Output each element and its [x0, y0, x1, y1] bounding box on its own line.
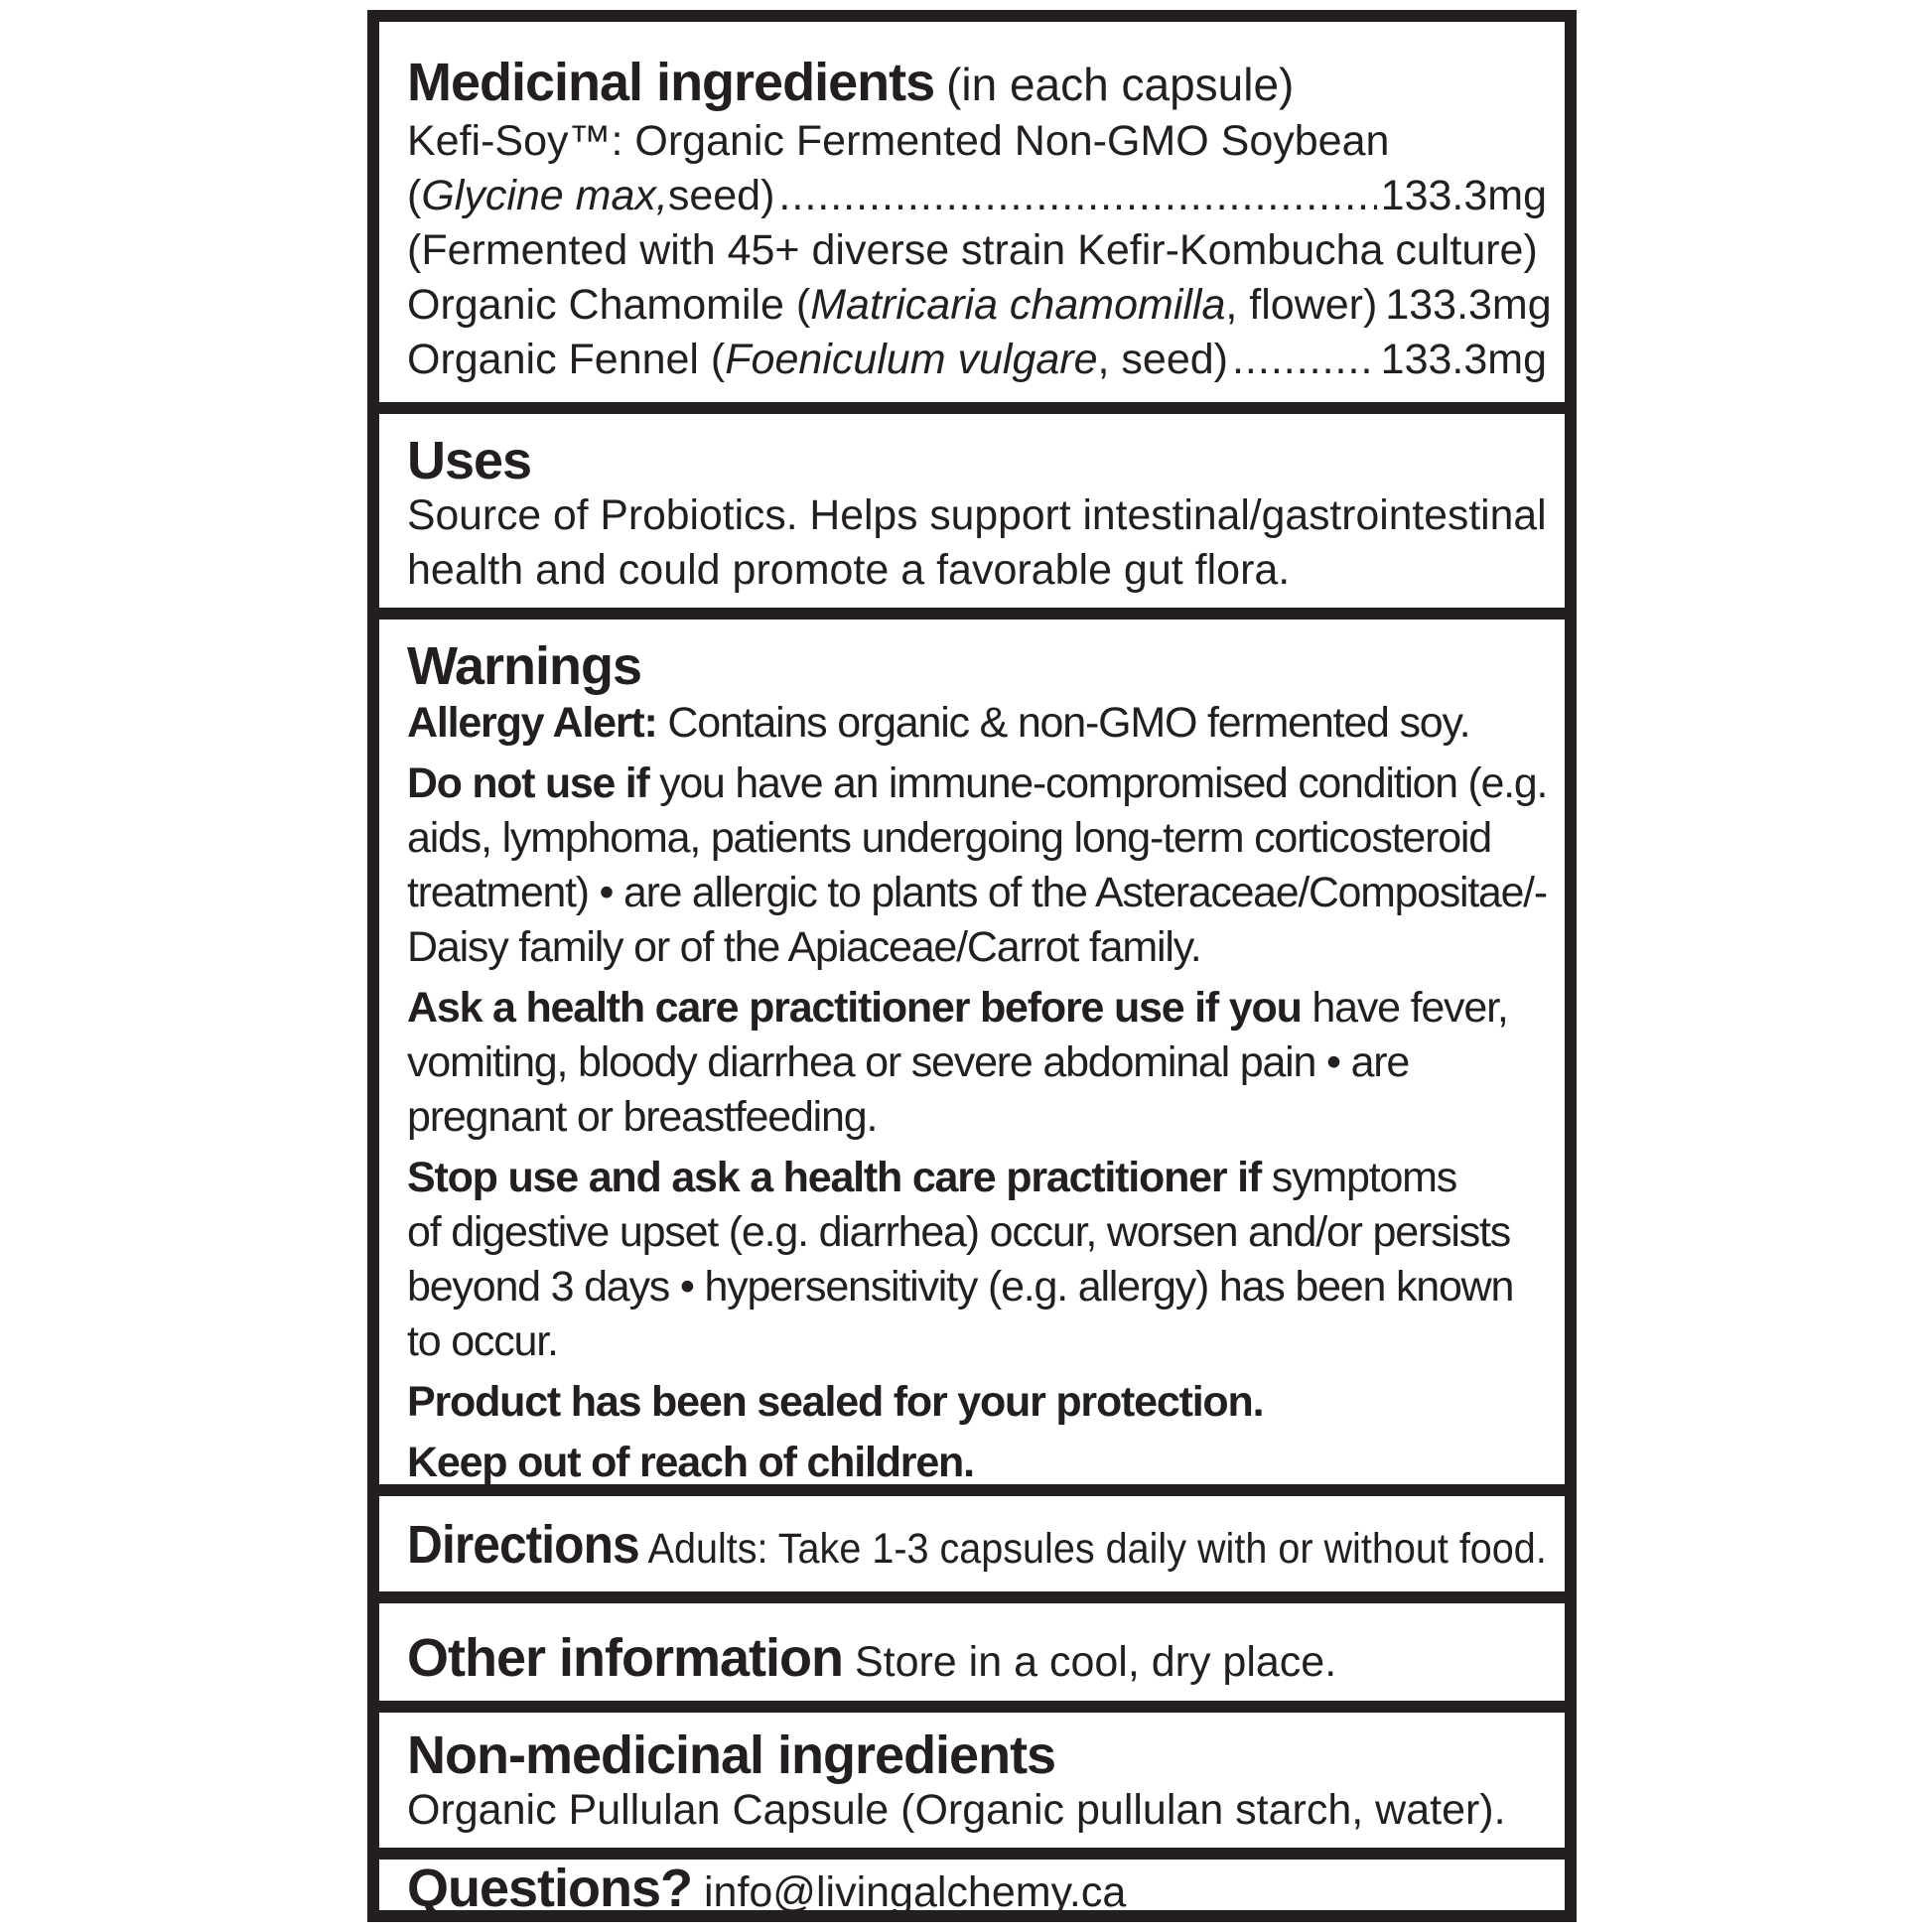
do-not-use-line-2: aids, lymphoma, patients undergoing long-term corticosteroid	[407, 814, 1491, 862]
other-information-heading: Other information	[407, 1628, 843, 1688]
medicinal-heading-line	[407, 53, 1547, 114]
questions-heading: Questions?	[407, 1859, 693, 1918]
non-medicinal-heading: Non-medicinal ingredients	[407, 1725, 1056, 1785]
kefi-plant-part: seed)	[667, 172, 775, 219]
do-not-use-block	[407, 757, 1547, 975]
other-information-section	[379, 1603, 1565, 1713]
stop-use-line-3: beyond 3 days • hypersensitivity (e.g. allergy) has been known	[407, 1263, 1514, 1311]
fennel-latin-name: Foeniculum vulgare	[725, 336, 1098, 383]
do-not-use-line-1: you have an immune-compromised condition (e.g.	[648, 759, 1548, 807]
medicinal-heading-suffix: (in each capsule)	[946, 59, 1295, 110]
chamomile-name: Organic Chamomile (	[407, 281, 811, 329]
non-medicinal-text: Organic Pullulan Capsule (Organic pullulan starch, water).	[407, 1786, 1506, 1834]
ask-practitioner-block	[407, 981, 1547, 1145]
kefi-latin-name: Glycine max,	[421, 172, 668, 219]
chamomile-row	[407, 278, 1552, 333]
medicinal-ingredients-section	[379, 22, 1565, 414]
uses-line-1: Source of Probiotics. Helps support intestinal/gastrointestinal	[407, 491, 1547, 539]
contact-email: info@livingalchemy.ca	[692, 1868, 1127, 1916]
sealed-notice: Product has been sealed for your protection.	[407, 1378, 1264, 1426]
medicinal-heading: Medicinal ingredients	[407, 53, 935, 112]
do-not-use-label: Do not use if	[407, 759, 649, 807]
fennel-row	[407, 333, 1547, 387]
directions-section	[379, 1496, 1565, 1603]
do-not-use-line-3: treatment) • are allergic to plants of the Asteraceae/Compositae/-	[407, 869, 1547, 916]
ask-practitioner-line-1: have fever,	[1301, 984, 1508, 1032]
chamomile-plant-part: , flower)	[1225, 281, 1378, 329]
do-not-use-line-4: Daisy family or of the Apiaceae/Carrot family.	[407, 923, 1201, 971]
uses-line-2: health and could promote a favorable gut flora.	[407, 546, 1291, 594]
other-information-text: Store in a cool, dry place.	[843, 1638, 1337, 1686]
chamomile-amount: 133.3mg	[1385, 281, 1552, 329]
kefi-amount: 133.3mg	[1380, 172, 1547, 219]
directions-heading: Directions	[407, 1515, 639, 1575]
fennel-plant-part: , seed)	[1097, 336, 1228, 383]
ask-practitioner-label: Ask a health care practitioner before use if you	[407, 984, 1302, 1032]
warnings-heading: Warnings	[407, 636, 642, 696]
allergy-alert	[407, 696, 1547, 751]
stop-use-label: Stop use and ask a health care practitioner if	[407, 1154, 1262, 1201]
children-notice: Keep out of reach of children.	[407, 1439, 974, 1486]
kefi-culture-note: (Fermented with 45+ diverse strain Kefir-Kombucha culture)	[407, 226, 1538, 274]
dot-leader	[778, 169, 1376, 223]
allergy-alert-label: Allergy Alert:	[407, 699, 657, 747]
non-medicinal-section	[379, 1713, 1565, 1860]
ask-practitioner-line-2: vomiting, bloody diarrhea or severe abdominal pain • are	[407, 1038, 1410, 1086]
fennel-amount: 133.3mg	[1380, 336, 1547, 383]
kefi-open-paren: (	[407, 172, 422, 219]
dot-leader	[1232, 333, 1377, 387]
stop-use-block	[407, 1151, 1547, 1369]
kefi-soy-name: Kefi-Soy™: Organic Fermented Non-GMO Soybean	[407, 117, 1390, 165]
allergy-alert-text: Contains organic & non-GMO fermented soy.	[656, 699, 1470, 747]
uses-section	[379, 414, 1565, 620]
stop-use-line-2: of digestive upset (e.g. diarrhea) occur, worsen and/or persists	[407, 1208, 1511, 1256]
stop-use-line-1: symptoms	[1261, 1154, 1457, 1201]
questions-section	[379, 1859, 1565, 1918]
stop-use-line-4: to occur.	[407, 1317, 558, 1365]
ask-practitioner-line-3: pregnant or breastfeeding.	[407, 1093, 878, 1141]
warnings-section	[379, 620, 1565, 1496]
supplement-facts-panel	[367, 10, 1577, 1922]
chamomile-latin-name: Matricaria chamomilla	[810, 281, 1226, 329]
fennel-name: Organic Fennel (	[407, 336, 726, 383]
directions-text: Adults: Take 1-3 capsules daily with or without food.	[638, 1525, 1547, 1573]
kefi-soy-row	[407, 169, 1547, 223]
uses-heading: Uses	[407, 431, 532, 490]
